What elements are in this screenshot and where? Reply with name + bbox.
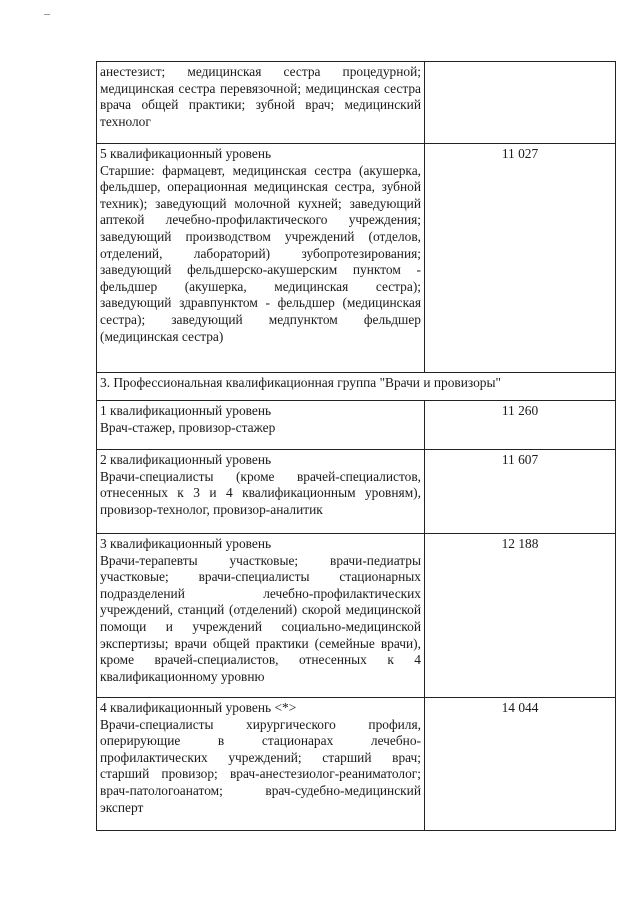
table-row [97,401,616,450]
salary-cell: 11 607 [425,450,616,534]
salary-table [96,61,616,831]
group-header-row [97,373,616,401]
salary-cell: 12 188 [425,534,616,698]
salary-cell: 11 260 [425,401,616,450]
table-row [97,144,616,373]
qualification-level: 4 квалификационный уровень <*> [100,700,297,715]
page-corner-mark [44,14,50,15]
position-list: Старшие: фармацевт, медицинская сестра (акушерка, фельдшер, операционная медицинская сестра, зубной техник); заведующий молочной кухней; заведующий аптекой лечебно-профилактического учреждения; заведующий производством учреждений (отделов, отделений, лабораторий) зубопротезирования; заведующий фельдшерско-акушерским пунктом - фельдшер (акушерка, медицинская сестра); заведующий здравпунктом - фельдшер (медицинская сестра); заведующий медпунктом фельдшер (медицинская сестра) [100,162,421,344]
position-cell [97,534,425,698]
qualification-level: 5 квалификационный уровень [100,146,272,161]
group-header: 3. Профессиональная квалификационная группа "Врачи и провизоры" [97,373,616,401]
qualification-level: 3 квалификационный уровень [100,536,272,551]
table-row [97,698,616,831]
position-cell [97,450,425,534]
position-list: анестезист; медицинская сестра процедурной; медицинская сестра перевязочной; медицинская сестра врача общей практики; зубной врач; медицинский технолог [100,64,421,129]
position-cell [97,62,425,144]
table-row [97,450,616,534]
qualification-level: 2 квалификационный уровень [100,452,272,467]
salary-cell: 14 044 [425,698,616,831]
position-list: Врач-стажер, провизор-стажер [100,419,276,435]
position-list: Врачи-терапевты участковые; врачи-педиатры участковые; врачи-специалисты стационарных подразделений лечебно-профилактических учреждений, станций (отделений) скорой медицинской помощи и учреждений социально-медицинской экспертизы; врачи общей практики (семейные врачи), кроме врачей-специалистов, отнесенных к 4 квалификационному уровню [100,552,421,684]
salary-cell [425,62,616,144]
position-cell [97,401,425,450]
table-row [97,534,616,698]
qualification-level: 1 квалификационный уровень [100,403,272,418]
position-cell [97,698,425,831]
position-cell [97,144,425,373]
position-list: Врачи-специалисты хирургического профиля, оперирующие в стационарах лечебно-профилактических учреждений; старший врач; старший провизор; врач-анестезиолог-реаниматолог; врач-патологоанатом; врач-судебно-медицинский эксперт [100,716,421,815]
position-list: Врачи-специалисты (кроме врачей-специалистов, отнесенных к 3 и 4 квалификационным уровням), провизор-технолог, провизор-аналитик [100,468,421,517]
salary-cell: 11 027 [425,144,616,373]
table-row [97,62,616,144]
